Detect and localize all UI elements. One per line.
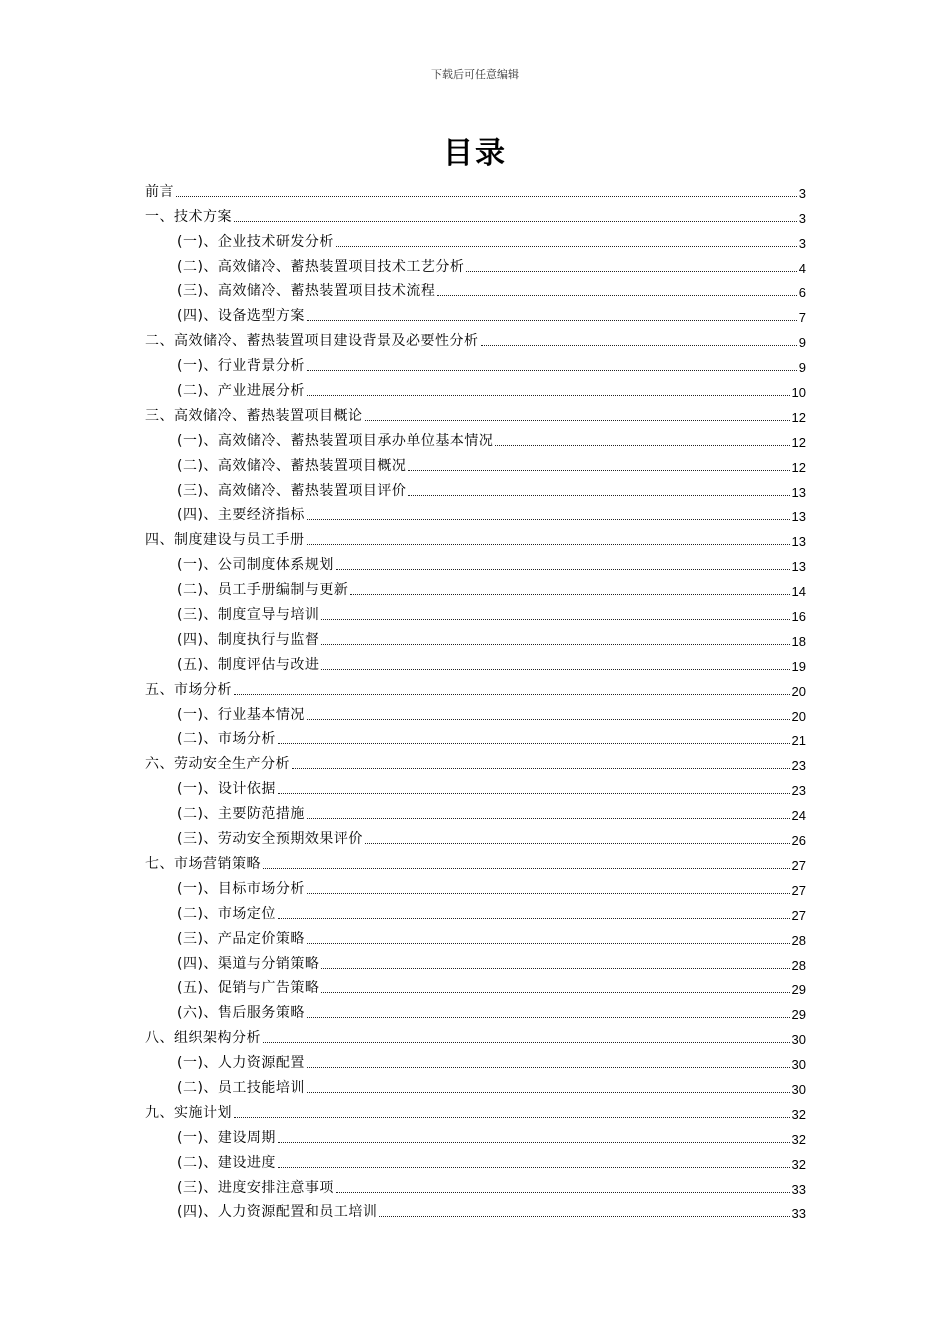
dot-leader: [176, 196, 797, 197]
dot-leader: [307, 544, 790, 545]
dot-leader: [307, 395, 790, 396]
toc-entry[interactable]: [145, 400, 806, 425]
toc-subentry[interactable]: [145, 574, 806, 599]
toc-entry-label: 六、劳动安全生产分析: [145, 756, 290, 773]
dot-leader: [307, 1092, 790, 1093]
dot-leader: [481, 345, 797, 346]
dot-leader: [234, 1117, 790, 1118]
toc-entry-label: 九、实施计划: [145, 1104, 232, 1121]
toc-entry-page-number: 32: [791, 1131, 806, 1147]
toc-entry-label: (一)、企业技术研发分析: [177, 233, 334, 250]
toc-subentry[interactable]: [145, 475, 806, 500]
toc-subentry[interactable]: [145, 1172, 806, 1197]
table-of-contents: [145, 176, 806, 1221]
toc-subentry[interactable]: [145, 873, 806, 898]
toc-subentry[interactable]: [145, 375, 806, 400]
toc-entry-page-number: 27: [791, 857, 806, 873]
toc-entry-page-number: 23: [791, 783, 806, 799]
toc-entry-page-number: 7: [798, 310, 806, 326]
toc-subentry[interactable]: [145, 699, 806, 724]
toc-entry-page-number: 28: [791, 932, 806, 948]
toc-entry-page-number: 27: [791, 882, 806, 898]
dot-leader: [307, 943, 790, 944]
dot-leader: [437, 295, 796, 296]
toc-entry-label: 三、高效储冷、蓄热装置项目概论: [145, 407, 363, 424]
toc-entry-label: (一)、公司制度体系规划: [177, 557, 334, 574]
toc-entry-page-number: 19: [791, 658, 806, 674]
toc-entry-label: (四)、渠道与分销策略: [177, 955, 320, 972]
dot-leader: [307, 818, 790, 819]
toc-entry-page-number: 13: [791, 559, 806, 575]
toc-subentry[interactable]: [145, 450, 806, 475]
toc-subentry[interactable]: [145, 1197, 806, 1222]
toc-entry-label: (一)、人力资源配置: [177, 1055, 305, 1072]
toc-entry-label: (一)、行业基本情况: [177, 706, 305, 723]
toc-entry-page-number: 18: [791, 633, 806, 649]
toc-subentry[interactable]: [145, 549, 806, 574]
dot-leader: [321, 644, 789, 645]
toc-entry[interactable]: [145, 748, 806, 773]
dot-leader: [408, 495, 789, 496]
toc-entry-label: (四)、人力资源配置和员工培训: [177, 1204, 378, 1221]
toc-entry-label: (二)、高效储冷、蓄热装置项目技术工艺分析: [177, 258, 465, 275]
toc-entry-label: 二、高效储冷、蓄热装置项目建设背景及必要性分析: [145, 333, 479, 350]
dot-leader: [278, 793, 790, 794]
toc-entry-page-number: 4: [798, 260, 806, 276]
toc-subentry[interactable]: [145, 798, 806, 823]
toc-entry-label: (二)、市场分析: [177, 731, 276, 748]
toc-subentry[interactable]: [145, 500, 806, 525]
dot-leader: [365, 420, 790, 421]
toc-subentry[interactable]: [145, 923, 806, 948]
toc-entry-label: (二)、主要防范措施: [177, 806, 305, 823]
dot-leader: [292, 768, 790, 769]
dot-leader: [321, 992, 789, 993]
toc-subentry[interactable]: [145, 1072, 806, 1097]
toc-entry-page-number: 33: [791, 1206, 806, 1222]
toc-entry-label: (二)、建设进度: [177, 1154, 276, 1171]
toc-entry-page-number: 9: [798, 360, 806, 376]
toc-subentry[interactable]: [145, 350, 806, 375]
toc-entry-label: (六)、售后服务策略: [177, 1005, 305, 1022]
toc-entry-page-number: 29: [791, 982, 806, 998]
toc-entry-label: (四)、制度执行与监督: [177, 631, 320, 648]
toc-entry[interactable]: [145, 1022, 806, 1047]
dot-leader: [365, 843, 790, 844]
dot-leader: [307, 519, 790, 520]
toc-entry[interactable]: [145, 674, 806, 699]
toc-entry-page-number: 27: [791, 907, 806, 923]
toc-entry-page-number: 21: [791, 733, 806, 749]
toc-entry-page-number: 10: [791, 385, 806, 401]
toc-subentry[interactable]: [145, 425, 806, 450]
dot-leader: [350, 594, 789, 595]
toc-entry-label: (三)、制度宣导与培训: [177, 607, 320, 624]
toc-entry-label: (四)、主要经济指标: [177, 507, 305, 524]
toc-entry-label: (二)、高效储冷、蓄热装置项目概况: [177, 457, 407, 474]
toc-entry-label: (二)、员工手册编制与更新: [177, 582, 349, 599]
dot-leader: [307, 1067, 790, 1068]
dot-leader: [336, 569, 790, 570]
toc-entry-label: (三)、进度安排注意事项: [177, 1179, 334, 1196]
toc-entry-label: (三)、高效储冷、蓄热装置项目评价: [177, 482, 407, 499]
toc-entry[interactable]: [145, 524, 806, 549]
dot-leader: [321, 669, 789, 670]
toc-subentry[interactable]: [145, 624, 806, 649]
dot-leader: [408, 470, 789, 471]
toc-entry-label: 四、制度建设与员工手册: [145, 532, 305, 549]
toc-entry-label: 五、市场分析: [145, 681, 232, 698]
dot-leader: [379, 1216, 789, 1217]
toc-entry-page-number: 30: [791, 1032, 806, 1048]
toc-entry-label: (一)、高效储冷、蓄热装置项目承办单位基本情况: [177, 432, 494, 449]
toc-entry-page-number: 29: [791, 1007, 806, 1023]
dot-leader: [466, 271, 796, 272]
toc-entry-label: (三)、高效储冷、蓄热装置项目技术流程: [177, 283, 436, 300]
dot-leader: [307, 719, 790, 720]
toc-entry-page-number: 26: [791, 833, 806, 849]
toc-entry-page-number: 6: [798, 285, 806, 301]
dot-leader: [307, 370, 797, 371]
toc-entry-label: (四)、设备选型方案: [177, 308, 305, 325]
toc-subentry[interactable]: [145, 724, 806, 749]
dot-leader: [336, 1192, 790, 1193]
toc-entry[interactable]: [145, 176, 806, 201]
toc-entry-page-number: 13: [791, 484, 806, 500]
toc-entry-label: (一)、行业背景分析: [177, 358, 305, 375]
toc-entry-label: 前言: [145, 183, 174, 200]
toc-entry-page-number: 13: [791, 534, 806, 550]
toc-subentry[interactable]: [145, 1122, 806, 1147]
toc-entry-page-number: 28: [791, 957, 806, 973]
dot-leader: [307, 893, 790, 894]
toc-subentry[interactable]: [145, 1147, 806, 1172]
toc-subentry[interactable]: [145, 649, 806, 674]
toc-entry-page-number: 3: [798, 235, 806, 251]
toc-subentry[interactable]: [145, 599, 806, 624]
toc-entry-page-number: 30: [791, 1081, 806, 1097]
dot-leader: [234, 221, 797, 222]
toc-subentry[interactable]: [145, 948, 806, 973]
toc-entry[interactable]: [145, 325, 806, 350]
toc-entry-label: (一)、设计依据: [177, 781, 276, 798]
toc-title: 目录: [443, 136, 507, 171]
toc-entry-page-number: 13: [791, 509, 806, 525]
dot-leader: [336, 246, 797, 247]
toc-entry-page-number: 12: [791, 409, 806, 425]
toc-entry-page-number: 23: [791, 758, 806, 774]
dot-leader: [321, 968, 789, 969]
toc-entry-label: (二)、产业进展分析: [177, 383, 305, 400]
dot-leader: [263, 868, 790, 869]
toc-entry-page-number: 33: [791, 1181, 806, 1197]
toc-entry-label: (一)、目标市场分析: [177, 880, 305, 897]
toc-entry-page-number: 12: [791, 434, 806, 450]
toc-subentry[interactable]: [145, 898, 806, 923]
toc-entry-page-number: 32: [791, 1156, 806, 1172]
dot-leader: [278, 1142, 790, 1143]
toc-subentry[interactable]: [145, 1047, 806, 1072]
toc-entry-label: (二)、市场定位: [177, 905, 276, 922]
toc-entry[interactable]: [145, 201, 806, 226]
toc-subentry[interactable]: [145, 276, 806, 301]
toc-entry-page-number: 3: [798, 210, 806, 226]
toc-entry[interactable]: [145, 848, 806, 873]
toc-entry-page-number: 30: [791, 1057, 806, 1073]
toc-subentry[interactable]: [145, 973, 806, 998]
toc-entry-label: (二)、员工技能培训: [177, 1079, 305, 1096]
toc-entry-page-number: 32: [791, 1106, 806, 1122]
dot-leader: [307, 320, 797, 321]
toc-entry-label: (一)、建设周期: [177, 1129, 276, 1146]
toc-entry[interactable]: [145, 1097, 806, 1122]
dot-leader: [278, 1167, 790, 1168]
dot-leader: [278, 743, 790, 744]
toc-entry-page-number: 24: [791, 808, 806, 824]
toc-subentry[interactable]: [145, 251, 806, 276]
toc-subentry[interactable]: [145, 997, 806, 1022]
dot-leader: [307, 1017, 790, 1018]
toc-entry-label: (五)、促销与广告策略: [177, 980, 320, 997]
dot-leader: [263, 1042, 790, 1043]
toc-entry-label: (三)、劳动安全预期效果评价: [177, 831, 363, 848]
toc-entry-label: (三)、产品定价策略: [177, 930, 305, 947]
toc-subentry[interactable]: [145, 823, 806, 848]
toc-subentry[interactable]: [145, 300, 806, 325]
toc-entry-label: 七、市场营销策略: [145, 855, 261, 872]
dot-leader: [234, 694, 790, 695]
toc-subentry[interactable]: [145, 773, 806, 798]
toc-entry-label: 八、组织架构分析: [145, 1030, 261, 1047]
toc-entry-page-number: 20: [791, 683, 806, 699]
toc-entry-page-number: 9: [798, 335, 806, 351]
toc-entry-page-number: 3: [798, 185, 806, 201]
toc-entry-label: (五)、制度评估与改进: [177, 656, 320, 673]
header-note: 下载后可任意编辑: [431, 68, 519, 81]
toc-entry-page-number: 14: [791, 584, 806, 600]
toc-entry-page-number: 16: [791, 609, 806, 625]
toc-entry-label: 一、技术方案: [145, 208, 232, 225]
dot-leader: [321, 619, 789, 620]
dot-leader: [278, 918, 790, 919]
toc-subentry[interactable]: [145, 226, 806, 251]
dot-leader: [495, 445, 789, 446]
toc-entry-page-number: 20: [791, 708, 806, 724]
toc-entry-page-number: 12: [791, 459, 806, 475]
